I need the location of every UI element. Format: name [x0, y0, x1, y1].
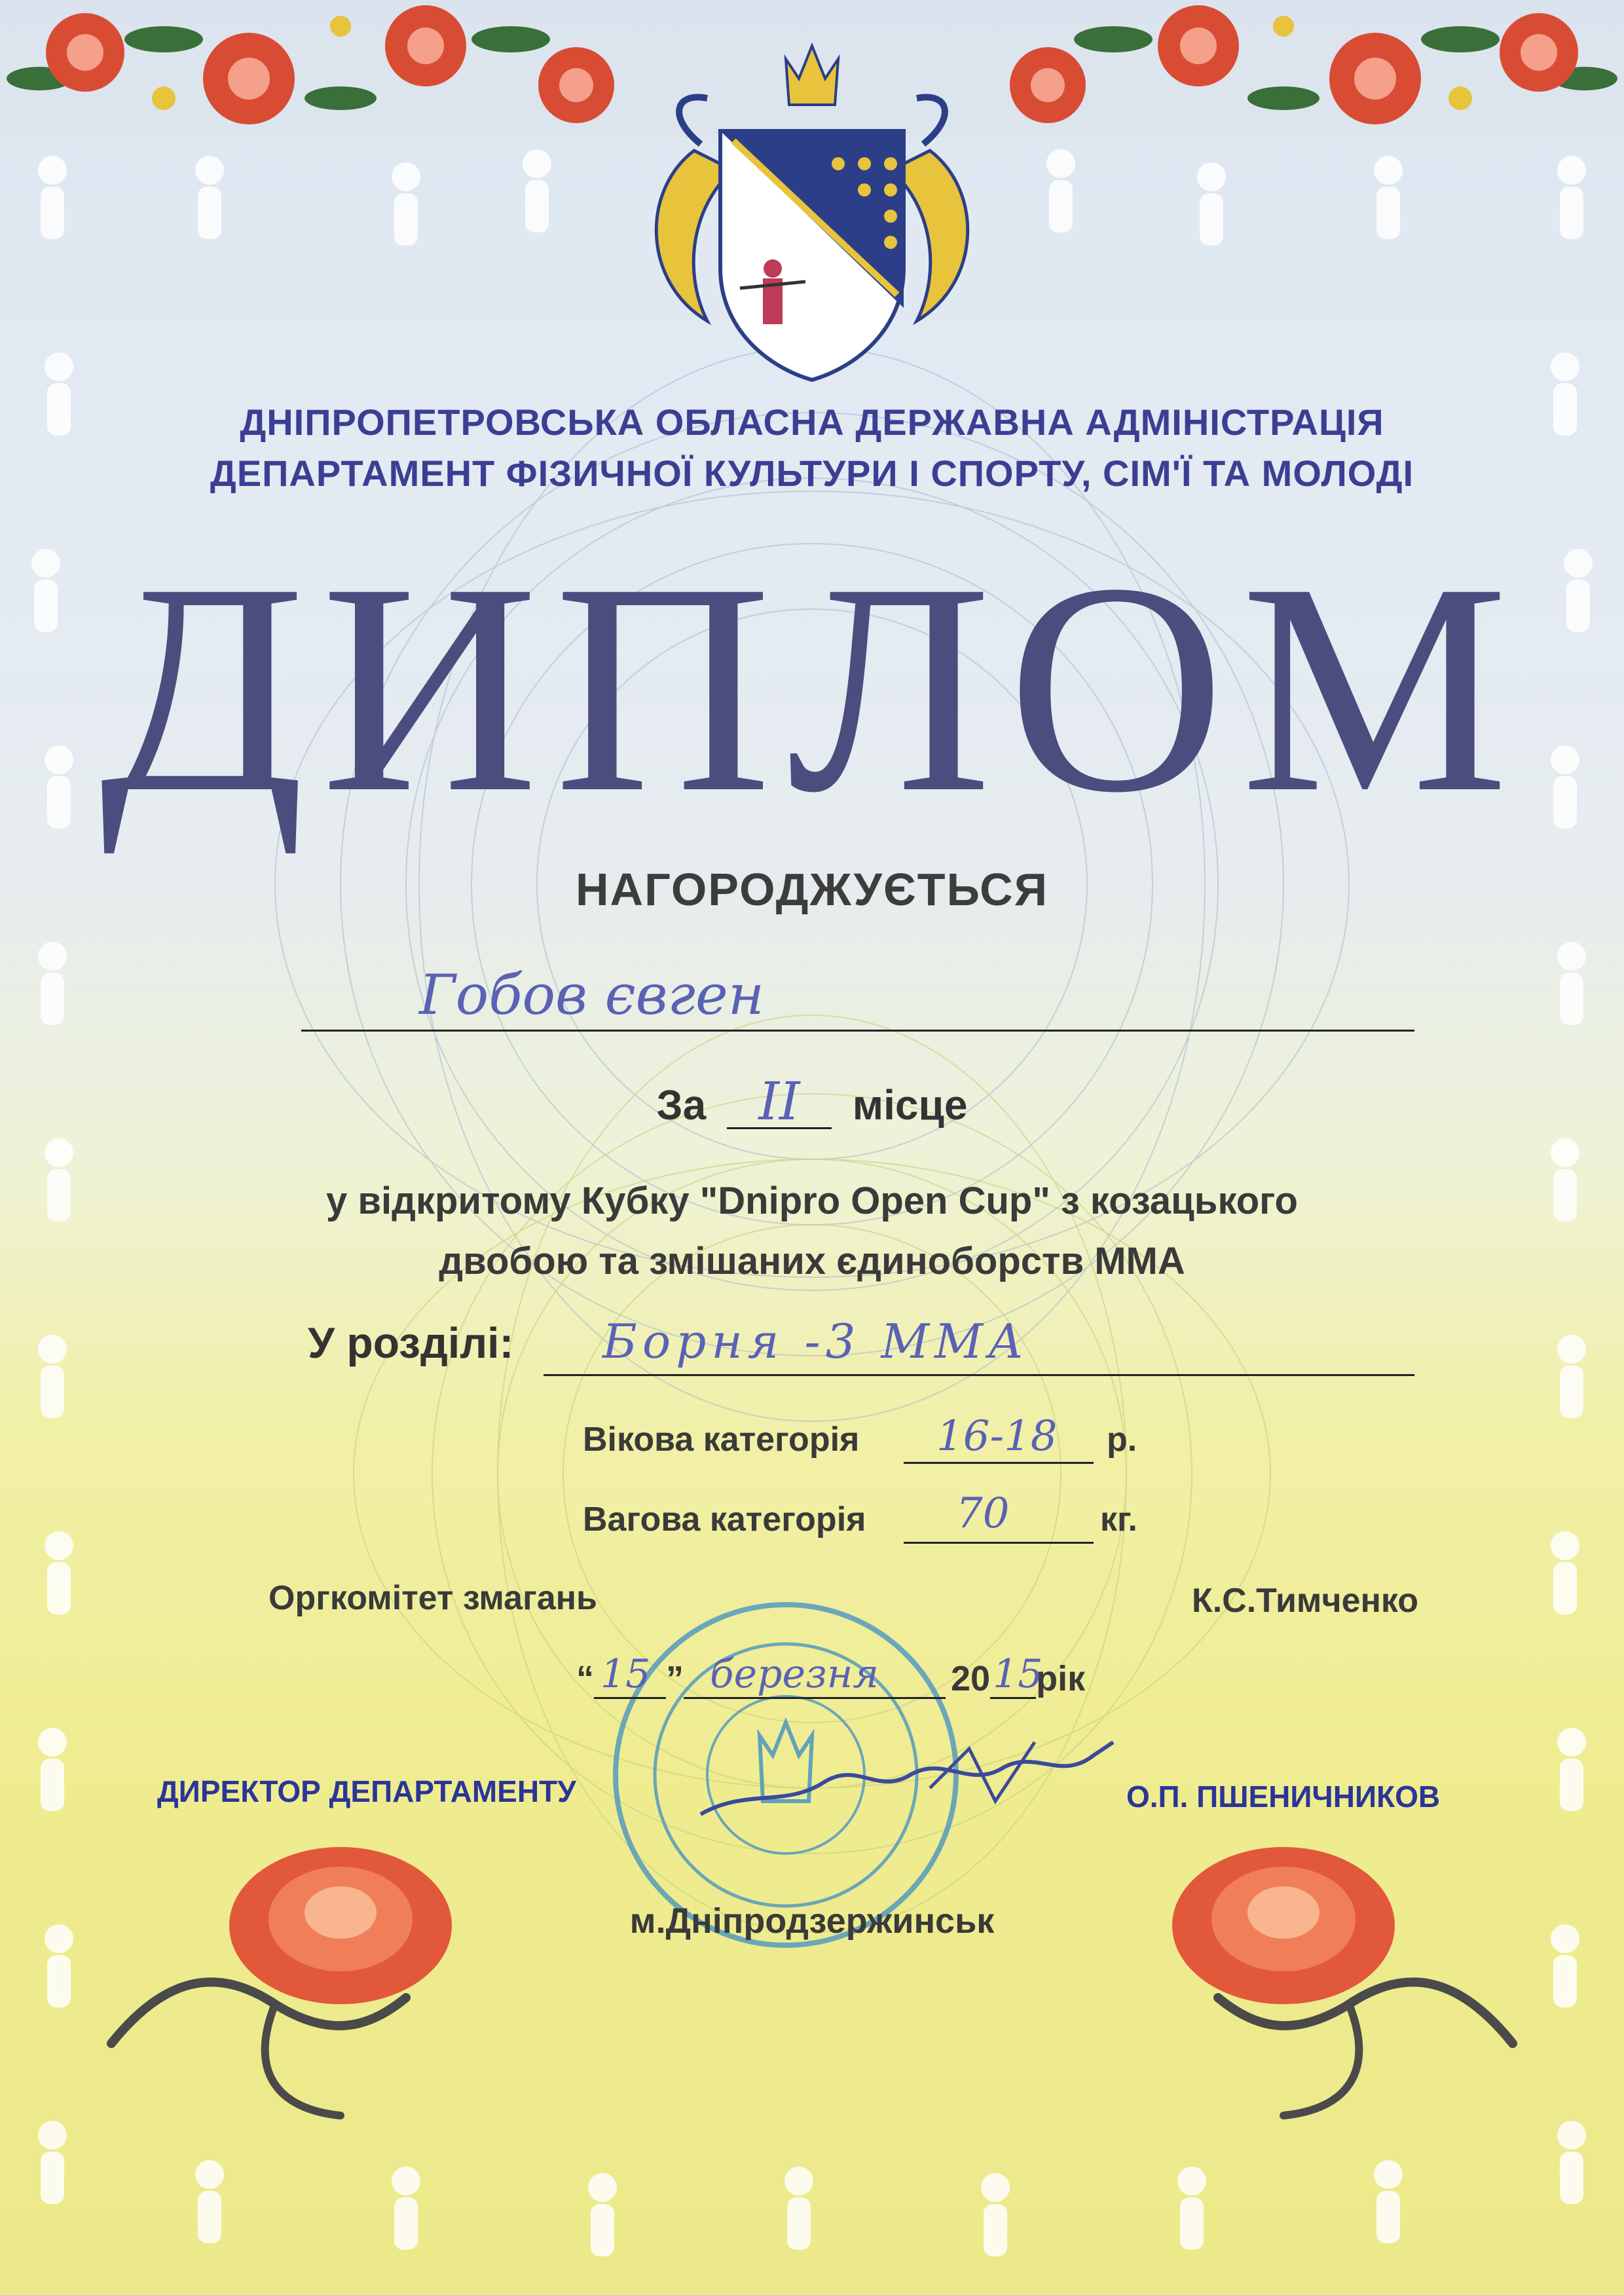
section-value: Борня -3 ММА: [602, 1314, 1029, 1369]
date-year-blank: [990, 1651, 1043, 1699]
director-name: О.П. ПШЕНИЧНИКОВ: [1126, 1780, 1441, 1814]
director-title: ДИРЕКТОР ДЕПАРТАМЕНТУ: [157, 1774, 576, 1808]
bottom-right-flower: [1172, 1847, 1513, 2116]
city: м.Дніпродзержинськ: [629, 1901, 995, 1941]
date-open-quote: “: [576, 1659, 594, 1698]
committee-name: К.С.Тимченко: [1192, 1582, 1419, 1620]
recipient-name-line: [301, 1030, 1414, 1032]
bottom-left-flower: [111, 1847, 452, 2116]
administration-heading: ДНІПРОПЕТРОВСЬКА ОБЛАСНА ДЕРЖАВНА АДМІНІСТРАЦІЯ: [240, 401, 1384, 443]
date-row: [576, 1651, 1086, 1699]
age-category-line: [904, 1462, 1094, 1464]
coat-of-arms-emblem: [602, 33, 1022, 400]
age-category-unit: р.: [1107, 1421, 1137, 1459]
section-label: У розділі:: [308, 1318, 514, 1367]
awarded-label: НАГОРОДЖУЄТЬСЯ: [575, 864, 1049, 915]
date-year-prefix: 20: [951, 1659, 991, 1698]
committee-label: Оргкомітет змагань: [268, 1579, 598, 1617]
director-signature: [694, 1729, 1126, 1834]
date-month-blank: [684, 1651, 946, 1699]
age-category-label: Вікова категорія: [583, 1421, 860, 1459]
event-line-1: у відкритому Кубку "Dnipro Open Cup" з козацького: [326, 1180, 1298, 1222]
event-line-2: двобою та змішаних єдиноборств ММА: [439, 1240, 1185, 1282]
place-value: II: [758, 1071, 800, 1132]
weight-category-unit: кг.: [1100, 1501, 1137, 1539]
diploma-title: ДИПЛОМ: [100, 521, 1524, 855]
weight-category-label: Вагова категорія: [583, 1501, 866, 1539]
recipient-name: Гобов євген: [419, 963, 765, 1027]
date-close-quote: ”: [666, 1659, 684, 1698]
weight-category-value: 70: [956, 1489, 1010, 1538]
date-day: 15: [600, 1651, 651, 1697]
section-line: [544, 1374, 1414, 1376]
place-blank: [727, 1071, 832, 1132]
place-suffix: місце: [852, 1081, 968, 1129]
place-row: [0, 1071, 1624, 1132]
date-year-word: рік: [1036, 1659, 1086, 1698]
date-month: березня: [710, 1651, 879, 1697]
date-day-blank: [594, 1651, 666, 1699]
age-category-value: 16-18: [936, 1412, 1058, 1461]
place-prefix: За: [656, 1081, 707, 1129]
weight-category-line: [904, 1542, 1094, 1544]
date-year-suffix: 15: [993, 1651, 1043, 1697]
department-heading: ДЕПАРТАМЕНТ ФІЗИЧНОЇ КУЛЬТУРИ І СПОРТУ, СІМ'Ї ТА МОЛОДІ: [210, 453, 1414, 494]
